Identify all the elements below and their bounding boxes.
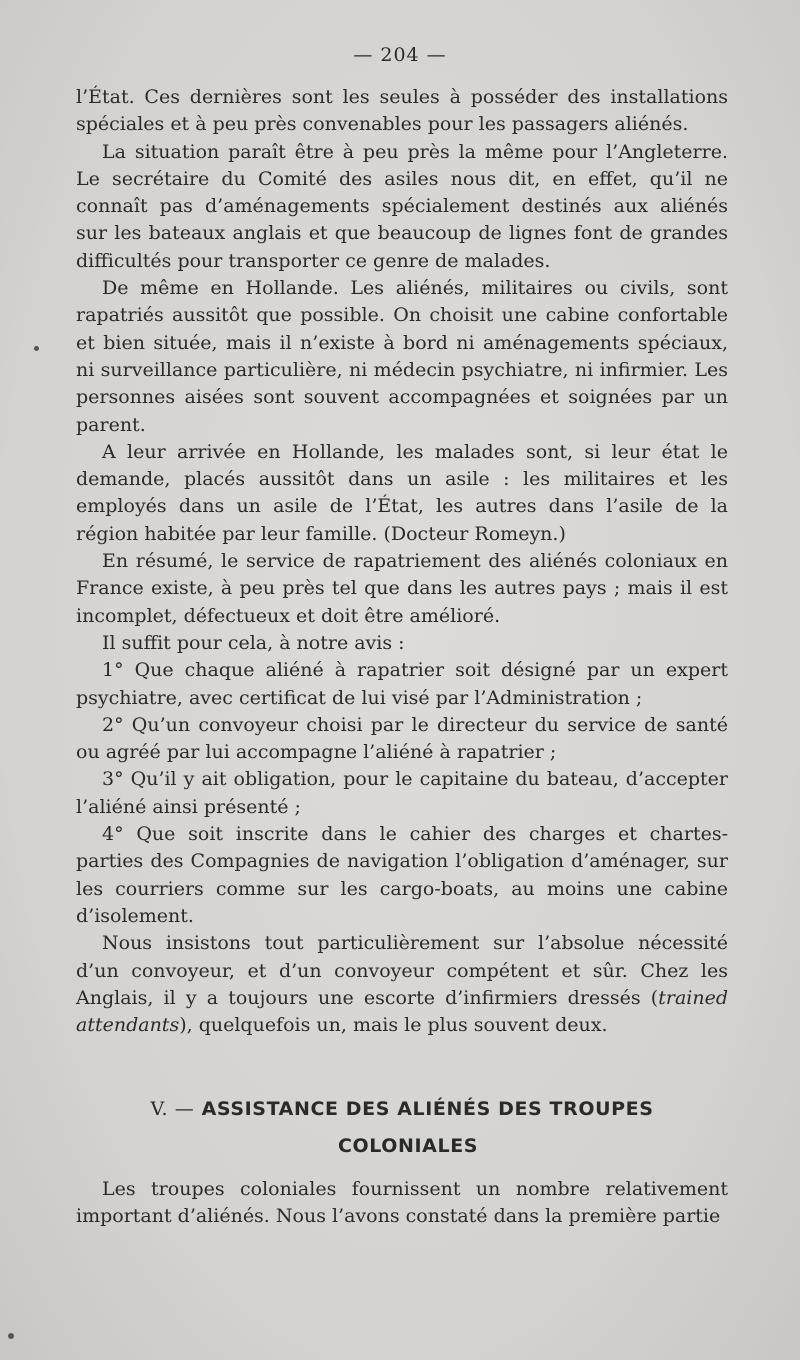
- list-item-1: 1° Que chaque aliéné à rapatrier soit désigné par un expert psychiatre, avec certificat de lui visé par l’Administration ;: [76, 659, 728, 709]
- paragraph-continuation: l’État. Ces dernières sont les seules à posséder des installations spéciales et à peu près convenables pour les passagers aliénés.: [76, 86, 728, 136]
- page-number: — 204 —: [353, 44, 447, 66]
- paragraph-angleterre: La situation paraît être à peu près la même pour l’Angleterre. Le secrétaire du Comité des asiles nous dit, en effet, qu’il ne connaît pas d’aménagements spécialement destinés aux aliénés sur les bateaux anglais et que beaucoup de lignes font de grandes difficultés pour transporter ce genre de malades.: [76, 140, 728, 272]
- section-title-line-2: COLONIALES: [337, 1135, 479, 1157]
- margin-speck-mark: [8, 1333, 14, 1339]
- italic-trained-attendants: trained attendants: [76, 986, 728, 1037]
- section-number: V. —: [150, 1098, 195, 1120]
- section-heading-line-1: [76, 1092, 728, 1126]
- paragraph-convoyeur-text-a: Nous insistons tout particulièrement sur l’absolue nécessité d’un convoyeur, et d’un convoyeur compétent et sûr. Chez les Anglais, il y a toujours une escorte d’infirmiers dressés (: [76, 932, 728, 1009]
- list-item-2: 2° Qu’un convoyeur choisi par le directeur du service de santé ou agréé par lui accompagne l’aliéné à rapatrier ;: [76, 713, 728, 764]
- paragraph-convoyeur: [76, 930, 728, 1039]
- paragraph-arrivee-hollande: A leur arrivée en Hollande, les malades sont, si leur état le demande, placés aussitôt dans un asile : les militaires et les employés dans un asile de l’État, les autres dans l’asile de la région habitée par leur famille. (Docteur Romeyn.): [76, 440, 728, 545]
- margin-speck-mark: [34, 346, 39, 351]
- list-item-4: 4° Que soit inscrite dans le cahier des charges et chartes-parties des Compagnies de navigation l’obligation d’aménager, sur les courriers comme sur les cargo-boats, au moins une cabine d’isolement.: [76, 823, 728, 927]
- body-text: [76, 84, 728, 1039]
- paragraph-hollande: De même en Hollande. Les aliénés, militaires ou civils, sont rapatriés aussitôt que possible. On choisit une cabine confortable et bien située, mais il n’existe à bord ni aménagements spéciaux, ni surveillance particulière, ni médecin psychiatre, ni infirmier. Les personnes aisées sont souvent accompagnées et soignées par un parent.: [76, 277, 728, 436]
- list-item-3: 3° Qu’il y ait obligation, pour le capitaine du bateau, d’accepter l’aliéné ainsi présenté ;: [76, 768, 728, 818]
- paragraph-suffit: Il suffit pour cela, à notre avis :: [102, 631, 405, 654]
- section-heading: [76, 1092, 728, 1163]
- section-title-line-1: ASSISTANCE DES ALIÉNÉS DES TROUPES: [201, 1098, 654, 1120]
- paragraph-resume: En résumé, le service de rapatriement des aliénés coloniaux en France existe, à peu près tel que dans les autres pays ; mais il est incomplet, défectueux et doit être amélioré.: [76, 550, 728, 627]
- paragraph-convoyeur-text-c: ), quelquefois un, mais le plus souvent deux.: [179, 1014, 608, 1037]
- closing-text: [76, 1176, 728, 1231]
- paragraph-troupes-coloniales: Les troupes coloniales fournissent un nombre relativement important d’aliénés. Nous l’avons constaté dans la première partie: [76, 1178, 728, 1228]
